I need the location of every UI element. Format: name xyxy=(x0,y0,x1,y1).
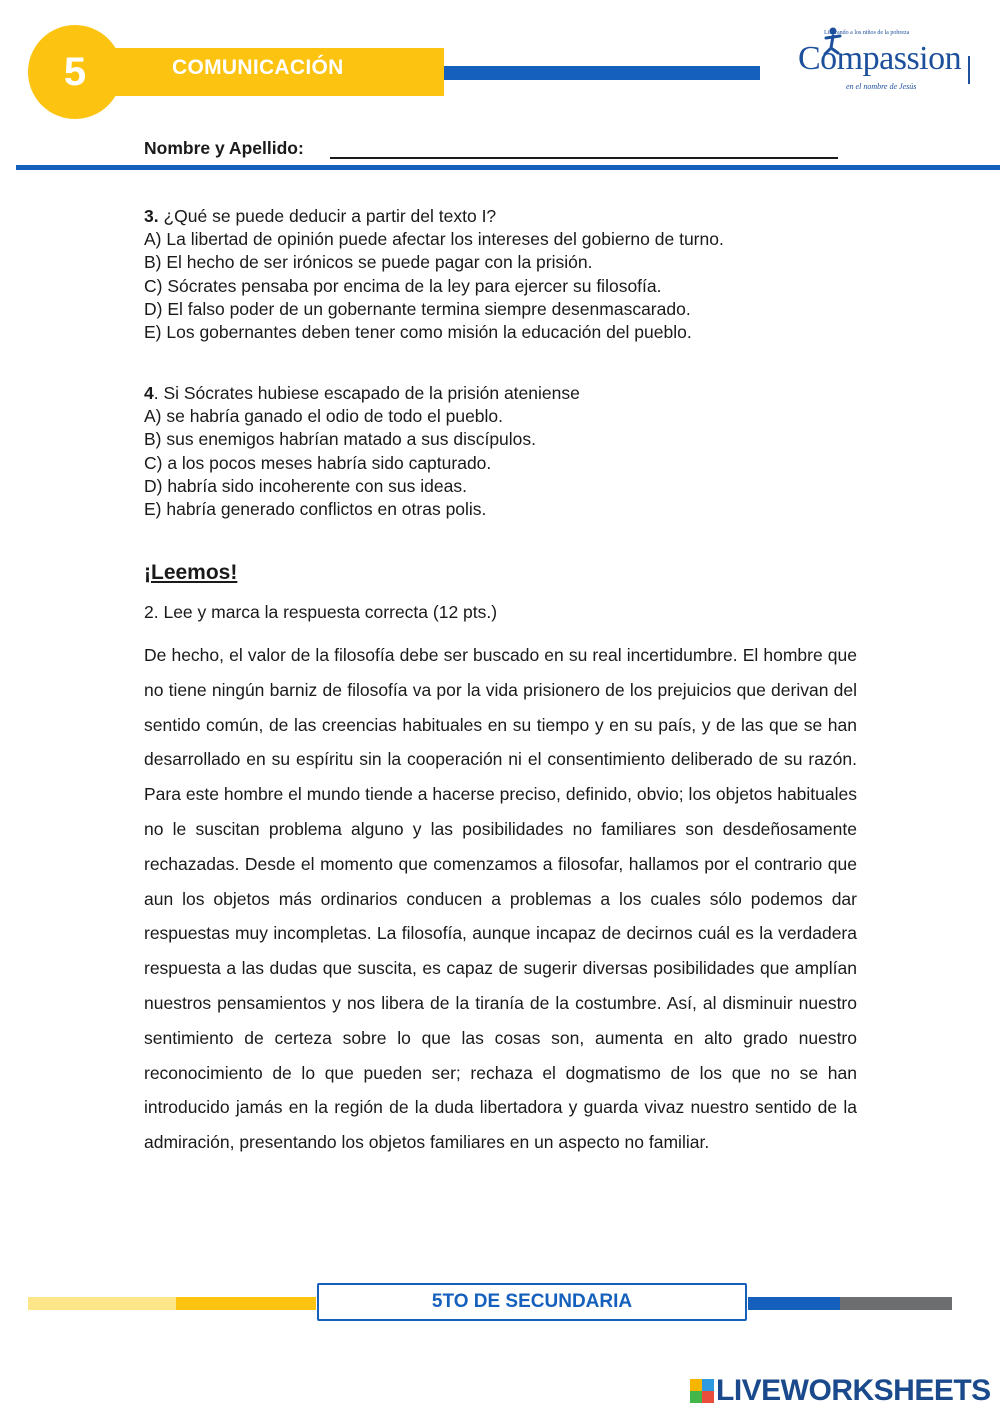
footer-stripe-gray xyxy=(840,1297,952,1310)
question-3-option-e[interactable]: E) Los gobernantes deben tener como misión la educación del pueblo. xyxy=(144,322,692,343)
reading-passage: De hecho, el valor de la filosofía debe ser buscado en su real incertidumbre. El hombre que no tiene ningún barniz de filosofía va por la vida prisionero de los prejuicios que derivan del sentido común, de las creencias habituales en su tiempo y en su país, y de las que se han desarrollado en su espíritu sin la cooperación ni el consentimiento deliberado de su razón. Para este hombre el mundo tiende a hacerse preciso, definido, obvio; los objetos habituales no le suscitan problema alguno y las posibilidades no familiares son desdeñosamente rechazadas. Desde el momento que comenzamos a filosofar, hallamos por el contrario que aun los objetos más ordinarios conducen a problemas a los cuales sólo podemos dar respuestas muy incompletas. La filosofía, aunque incapaz de decirnos cuál es la verdadera respuesta a las dudas que suscita, es capaz de sugerir diversas posibilidades que amplían nuestros pensamientos y nos libera de la tiranía de la costumbre. Así, al disminuir nuestro sentimiento de certeza sobre lo que las cosas son, aumenta en alto grado nuestro reconocimiento de lo que pueden ser; rechaza el dogmatismo de los que no se han introducido jamás en la región de la duda libertadora y guarda vivaz nuestro sentido de la admiración, presentando los objetos familiares en un aspecto no familiar. xyxy=(144,645,857,1153)
question-3-option-b[interactable]: B) El hecho de ser irónicos se puede pagar con la prisión. xyxy=(144,252,593,273)
question-4-option-d[interactable]: D) habría sido incoherente con sus ideas. xyxy=(144,475,467,496)
footer-stripe-light-yellow xyxy=(28,1297,176,1310)
liveworksheets-watermark xyxy=(690,1374,991,1408)
subject-title: COMUNICACIÓN xyxy=(172,56,344,79)
reading-heading: ¡Leemos! xyxy=(144,561,238,584)
header-blue-band xyxy=(444,66,760,80)
name-label: Nombre y Apellido: xyxy=(144,138,304,158)
liveworksheets-logo-icon xyxy=(690,1379,714,1403)
question-3-option-a[interactable]: A) La libertad de opinión puede afectar los intereses del gobierno de turno. xyxy=(144,229,724,250)
question-3-option-c[interactable]: C) Sócrates pensaba por encima de la ley para ejercer su filosofía. xyxy=(144,275,662,296)
question-3-number: 3. xyxy=(144,206,159,226)
reading-instruction: 2. Lee y marca la respuesta correcta (12 pts.) xyxy=(144,602,498,622)
grade-badge: 5 xyxy=(28,25,122,119)
name-input-line[interactable] xyxy=(330,157,838,159)
logo-brand: Compassion xyxy=(798,40,962,77)
question-3-option-d[interactable]: D) El falso poder de un gobernante termina siempre desenmascarado. xyxy=(144,298,691,319)
question-4-option-b[interactable]: B) sus enemigos habrían matado a sus discípulos. xyxy=(144,429,537,450)
question-4-option-e[interactable]: E) habría generado conflictos en otras polis. xyxy=(144,499,487,520)
question-3 xyxy=(144,205,724,344)
question-4 xyxy=(144,382,580,521)
question-3-stem xyxy=(144,205,724,228)
question-4-text: . Si Sócrates hubiese escapado de la prisión ateniense xyxy=(153,383,580,403)
liveworksheets-text: LIVEWORKSHEETS xyxy=(716,1374,991,1407)
question-4-option-c[interactable]: C) a los pocos meses habría sido capturado. xyxy=(144,452,492,473)
logo-small-text: Liberando a los niños de la pobreza xyxy=(824,30,910,36)
compassion-logo xyxy=(796,26,976,98)
logo-tagline: en el nombre de Jesús xyxy=(846,82,917,91)
footer-stripe-yellow xyxy=(176,1297,316,1310)
footer-stripe-blue xyxy=(748,1297,840,1310)
footer-level-label: 5TO DE SECUNDARIA xyxy=(317,1283,747,1321)
question-3-text: ¿Qué se puede deducir a partir del texto I? xyxy=(158,206,497,226)
question-4-option-a[interactable]: A) se habría ganado el odio de todo el pueblo. xyxy=(144,406,504,427)
header-rule xyxy=(16,165,1000,170)
logo-divider xyxy=(968,56,970,84)
question-4-number: 4 xyxy=(144,383,154,403)
question-4-stem xyxy=(144,382,580,405)
